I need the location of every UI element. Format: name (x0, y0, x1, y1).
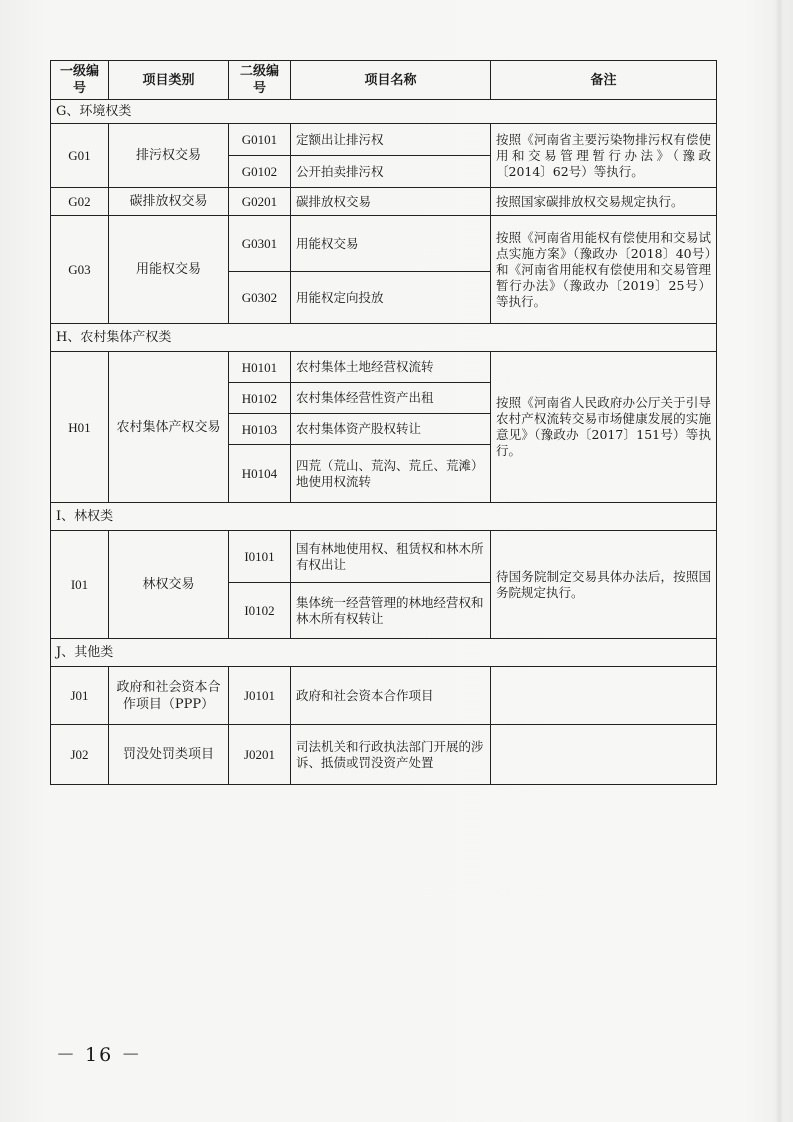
level1-code: G01 (51, 124, 109, 188)
table-row (51, 124, 717, 156)
category-cell: 政府和社会资本合作项目（PPP） (109, 667, 229, 725)
header-remark: 备注 (491, 61, 717, 100)
section-row-j (51, 639, 717, 667)
table-row (51, 352, 717, 383)
table-row (51, 188, 717, 216)
level2-code: H0101 (229, 352, 291, 383)
project-name: 用能权交易 (291, 216, 491, 272)
project-name: 司法机关和行政执法部门开展的涉诉、抵债或罚没资产处置 (291, 725, 491, 785)
table-row (51, 531, 717, 583)
level2-code: G0302 (229, 272, 291, 324)
category-cell: 林权交易 (109, 531, 229, 639)
level1-code: J01 (51, 667, 109, 725)
header-level1-code: 一级编号 (51, 61, 109, 100)
project-name: 碳排放权交易 (291, 188, 491, 216)
category-cell: 用能权交易 (109, 216, 229, 324)
table-row (51, 216, 717, 272)
level2-code: I0101 (229, 531, 291, 583)
section-title: G、环境权类 (51, 100, 717, 124)
level1-code: J02 (51, 725, 109, 785)
level1-code: G03 (51, 216, 109, 324)
level2-code: H0102 (229, 383, 291, 414)
level1-code: I01 (51, 531, 109, 639)
section-row-g (51, 100, 717, 124)
table-row (51, 725, 717, 785)
project-name: 定额出让排污权 (291, 124, 491, 156)
remark-cell: 按照《河南省主要污染物排污权有偿使用和交易管理暂行办法》（豫政〔2014〕62号）等执行。 (491, 124, 717, 188)
category-cell: 农村集体产权交易 (109, 352, 229, 503)
remark-cell: 按照《河南省人民政府办公厅关于引导农村产权流转交易市场健康发展的实施意见》（豫政办〔2017〕151号）等执行。 (491, 352, 717, 503)
section-title: I、林权类 (51, 503, 717, 531)
project-name: 农村集体土地经营权流转 (291, 352, 491, 383)
project-name: 公开拍卖排污权 (291, 156, 491, 188)
remark-cell (491, 667, 717, 725)
category-cell: 碳排放权交易 (109, 188, 229, 216)
level2-code: I0102 (229, 583, 291, 639)
level2-code: G0101 (229, 124, 291, 156)
remark-cell: 按照国家碳排放权交易规定执行。 (491, 188, 717, 216)
level1-code: H01 (51, 352, 109, 503)
level2-code: J0101 (229, 667, 291, 725)
remark-cell: 待国务院制定交易具体办法后，按照国务院规定执行。 (491, 531, 717, 639)
table-header-row (51, 61, 717, 100)
section-title: H、农村集体产权类 (51, 324, 717, 352)
level2-code: H0103 (229, 414, 291, 445)
level2-code: G0201 (229, 188, 291, 216)
level2-code: G0102 (229, 156, 291, 188)
remark-cell (491, 725, 717, 785)
project-name: 用能权定向投放 (291, 272, 491, 324)
header-name: 项目名称 (291, 61, 491, 100)
category-cell: 排污权交易 (109, 124, 229, 188)
project-name: 农村集体经营性资产出租 (291, 383, 491, 414)
section-row-i (51, 503, 717, 531)
project-name: 政府和社会资本合作项目 (291, 667, 491, 725)
page-edge-shadow (775, 0, 783, 1122)
header-category: 项目类别 (109, 61, 229, 100)
level1-code: G02 (51, 188, 109, 216)
header-level2-code: 二级编号 (229, 61, 291, 100)
level2-code: G0301 (229, 216, 291, 272)
project-name: 集体统一经营管理的林地经营权和林木所有权转让 (291, 583, 491, 639)
page-number: － 16 － (56, 1044, 143, 1066)
table-row (51, 667, 717, 725)
project-name: 国有林地使用权、租赁权和林木所有权出让 (291, 531, 491, 583)
level2-code: J0201 (229, 725, 291, 785)
level2-code: H0104 (229, 445, 291, 503)
project-catalog-table (50, 60, 717, 785)
project-name: 四荒（荒山、荒沟、荒丘、荒滩）地使用权流转 (291, 445, 491, 503)
remark-cell: 按照《河南省用能权有偿使用和交易试点实施方案》（豫政办〔2018〕40号）和《河南省用能权有偿使用和交易管理暂行办法》（豫政办〔2019〕25号）等执行。 (491, 216, 717, 324)
section-title: J、其他类 (51, 639, 717, 667)
project-name: 农村集体资产股权转让 (291, 414, 491, 445)
category-cell: 罚没处罚类项目 (109, 725, 229, 785)
section-row-h (51, 324, 717, 352)
